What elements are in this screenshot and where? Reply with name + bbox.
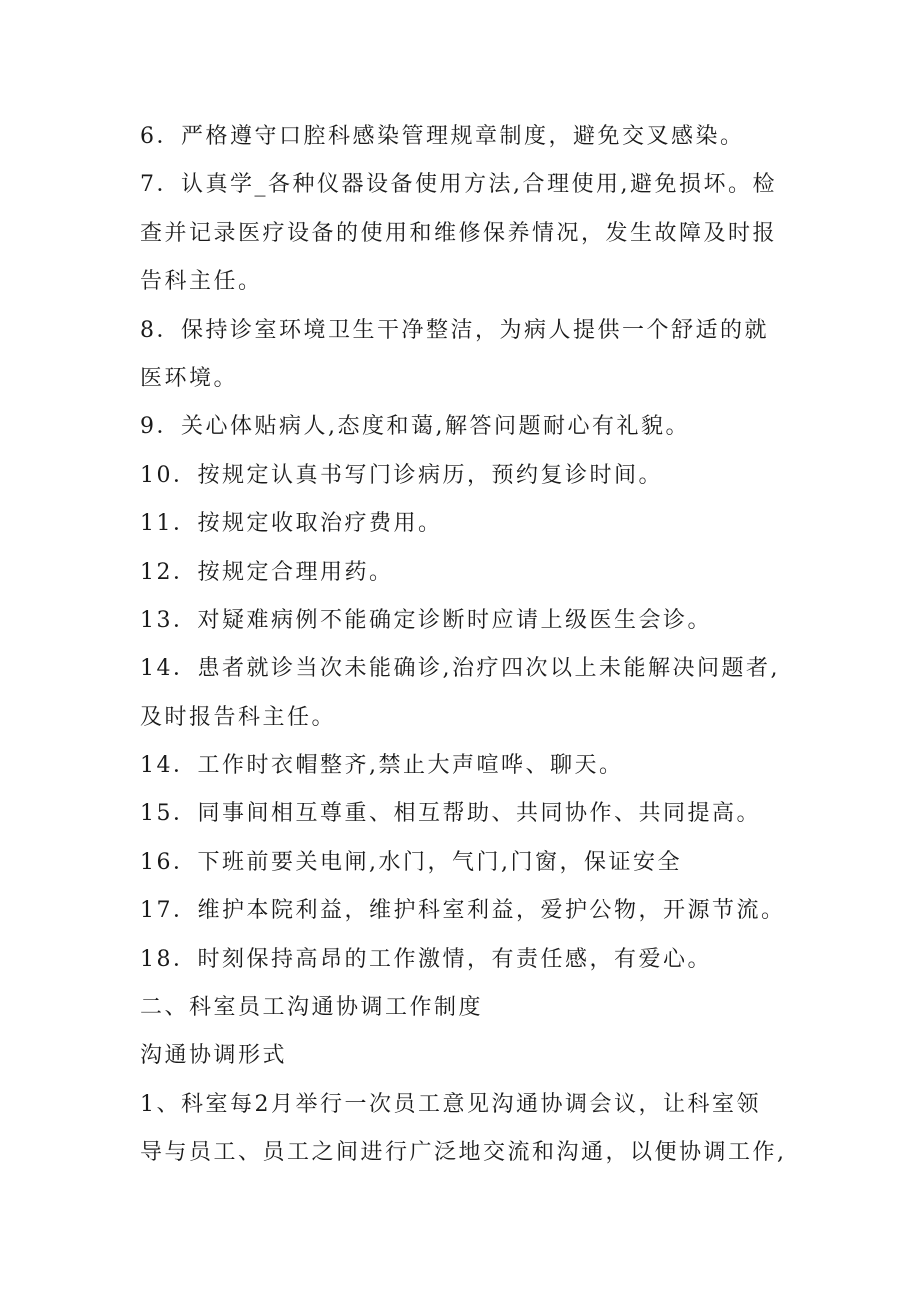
text-line: 导与员工、员工之间进行广泛地交流和沟通，以便协调工作,: [140, 1140, 787, 1166]
text-line: 14．患者就诊当次未能确诊,治疗四次以上未能解决问题者,: [140, 656, 780, 682]
text-line: 8．保持诊室环境卫生干净整洁，为病人提供一个舒适的就: [140, 317, 769, 343]
text-line: 15．同事间相互尊重、相互帮助、共同协作、共同提高。: [140, 801, 761, 827]
text-line: 14．工作时衣帽整齐,禁止大声喧哗、聊天。: [140, 753, 624, 779]
document-body: [140, 113, 800, 1178]
text-line: 查并记录医疗设备的使用和维修保养情况，发生故障及时报: [140, 220, 778, 246]
text-line: 9．关心体贴病人,态度和蔼,解答问题耐心有礼貌。: [140, 414, 690, 440]
text-line: 医环境。: [140, 365, 239, 391]
section-heading: 二、科室员工沟通协调工作制度: [140, 995, 484, 1021]
text-line: 及时报告科主任。: [140, 704, 337, 730]
text-line: 7．认真学_各种仪器设备使用方法,合理使用,避免损坏。检: [140, 172, 777, 198]
text-line: 16．下班前要关电闸,水门，气门,门窗，保证安全: [140, 849, 682, 875]
text-line: 13．对疑难病例不能确定诊断时应请上级医生会诊。: [140, 607, 712, 633]
subsection-heading: 沟通协调形式: [140, 1043, 288, 1069]
text-line: 12．按规定合理用药。: [140, 559, 394, 585]
text-line: 17．维护本院利益，维护科室利益，爱护公物，开源节流。: [140, 898, 786, 924]
text-line: 6．严格遵守口腔科感染管理规章制度，避免交叉感染。: [140, 124, 745, 149]
text-line: 18．时刻保持高昂的工作激情，有责任感，有爱心。: [140, 946, 712, 972]
text-line: 11．按规定收取治疗费用。: [140, 511, 443, 537]
text-line: 1、科室每2月举行一次员工意见沟通协调会议，让科室领: [140, 1091, 761, 1117]
text-line: 10．按规定认真书写门诊病历，预约复诊时间。: [140, 462, 663, 488]
text-line: 告科主任。: [140, 269, 263, 295]
